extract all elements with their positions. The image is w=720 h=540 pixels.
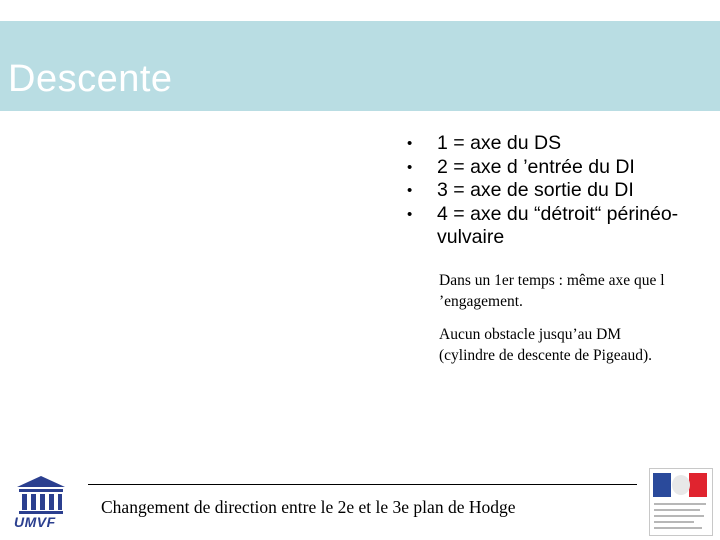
ministry-text-line <box>654 521 694 523</box>
french-flag-icon <box>650 469 712 499</box>
bullet-text: 4 = axe du “détroit“ périnéo-vulvaire <box>437 202 679 248</box>
bullet-item <box>407 156 717 180</box>
bullet-item <box>407 203 717 250</box>
ministry-marianne-logo <box>649 468 713 536</box>
bullet-text: 2 = axe d ’entrée du DI <box>437 155 635 178</box>
ministry-text-line <box>654 515 704 517</box>
ministry-text-line <box>654 503 706 505</box>
note-obstacle: Aucun obstacle jusqu’au DM (cylindre de descente de Pigeaud). <box>439 326 653 364</box>
bullet-list <box>407 132 717 250</box>
bullet-item <box>407 132 717 156</box>
bullet-text: 1 = axe du DS <box>437 132 562 154</box>
bullet-icon: • <box>407 158 413 176</box>
bullet-icon: • <box>407 182 413 199</box>
umvf-logo-text: UMVF <box>14 514 56 530</box>
ministry-text-line <box>654 509 700 511</box>
bullet-icon: • <box>407 205 413 223</box>
slide-title: Descente <box>8 58 173 100</box>
note-engagement: Dans un 1er temps : même axe que l ’engagement. <box>439 272 665 310</box>
bullet-icon: • <box>407 135 413 152</box>
ministry-text-line <box>654 527 702 529</box>
footer-caption: Changement de direction entre le 2e et le 3e plan de Hodge <box>101 497 516 517</box>
bullet-text: 3 = axe de sortie du DI <box>437 179 634 201</box>
footer-divider <box>88 484 637 485</box>
bullet-item <box>407 179 717 203</box>
